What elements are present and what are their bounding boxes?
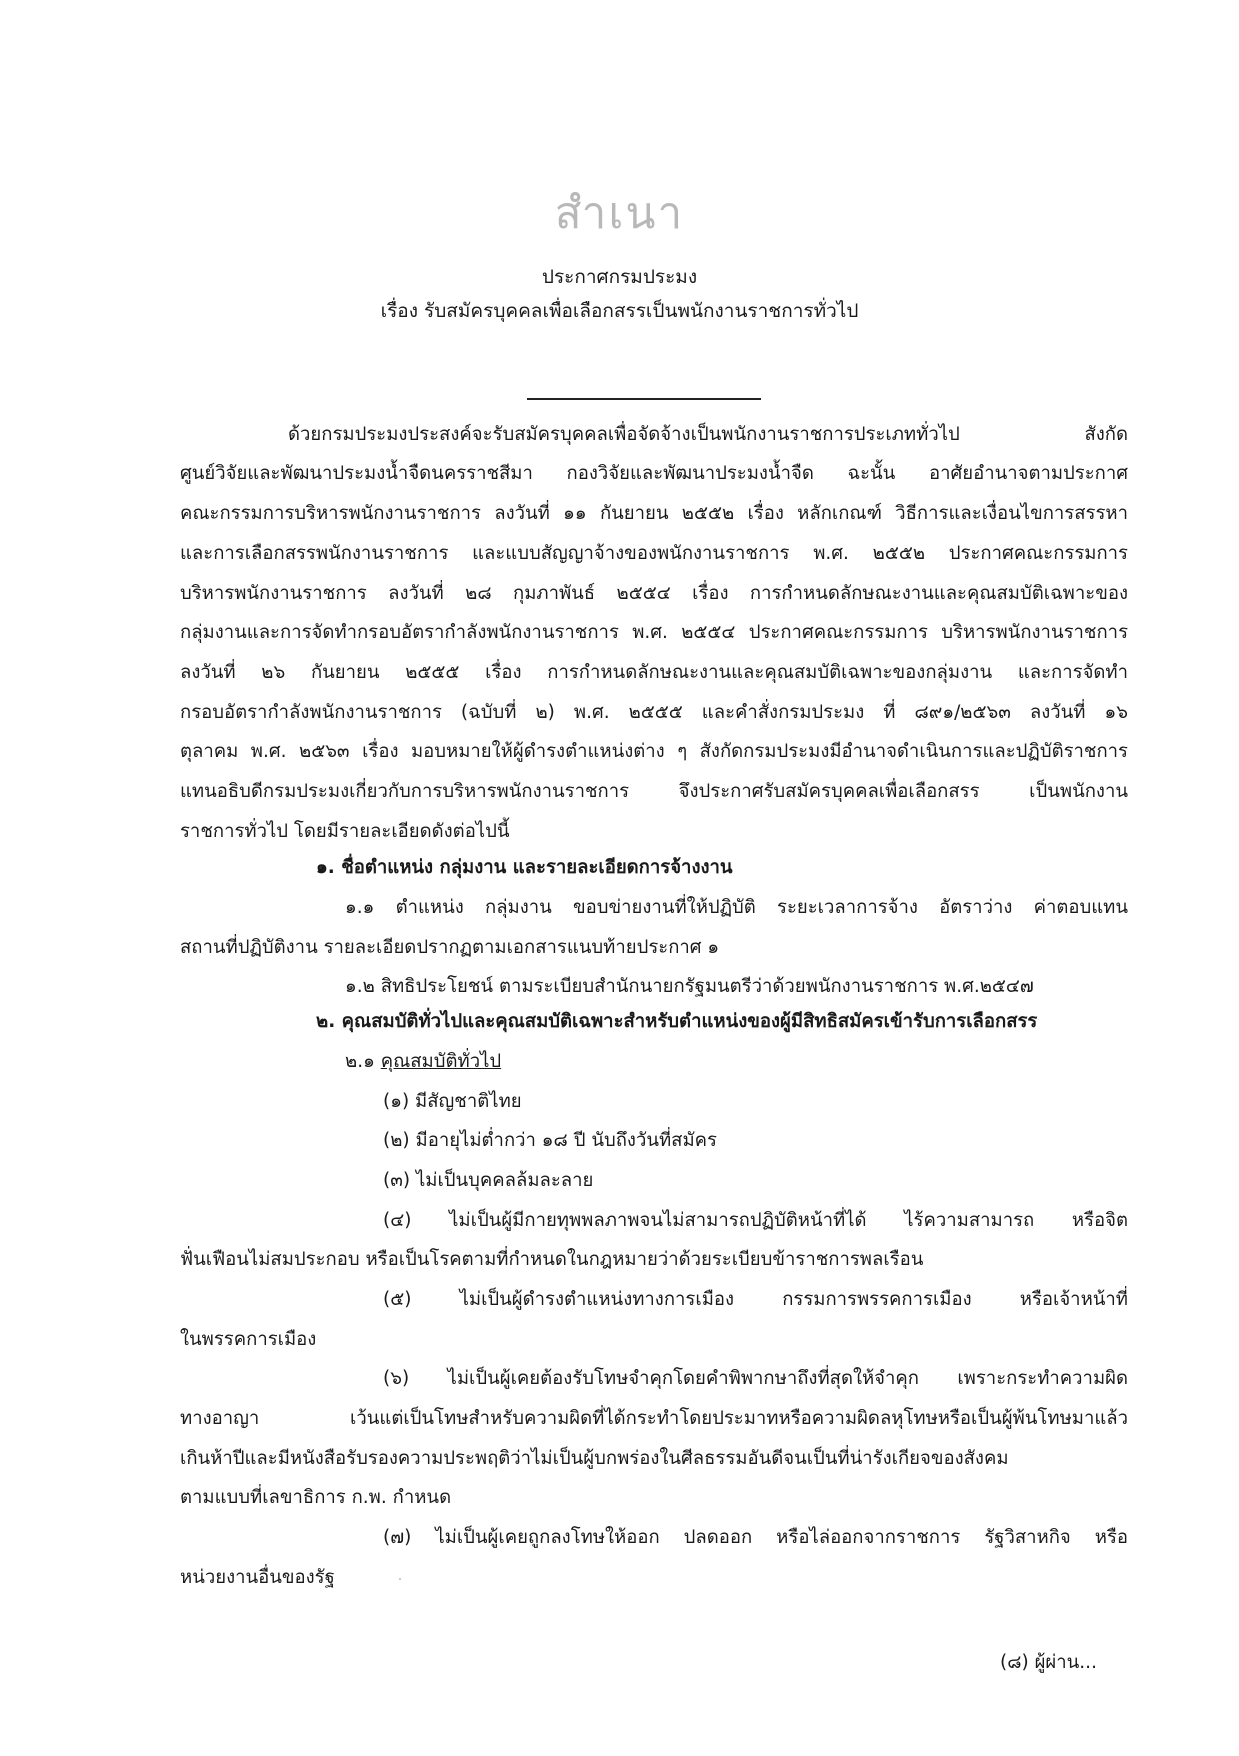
announcement-subject: เรื่อง รับสมัครบุคคลเพื่อเลือกสรรเป็นพนักงานราชการทั่วไป <box>380 300 859 322</box>
qualification-item: (๒) มีอายุไม่ต่ำกว่า ๑๘ ปี นับถึงวันที่สมัคร <box>383 1130 717 1151</box>
item-1-1-line: สถานที่ปฏิบัติงาน รายละเอียดปรากฏตามเอกสารแนบท้ายประกาศ ๑ <box>180 937 720 958</box>
preamble-line: ศูนย์วิจัยและพัฒนาประมงน้ำจืดนครราชสีมา กองวิจัยและพัฒนาประมงน้ำจืด ฉะนั้น อาศัยอำนาจตามประกาศ <box>180 463 1128 484</box>
subsection-2-1 <box>345 1048 501 1076</box>
qualification-item-cont: ทางอาญา เว้นแต่เป็นโทษสำหรับความผิดที่ได้กระทำโดยประมาทหรือความผิดลหุโทษหรือเป็นผู้พ้นโทษมาแล้ว <box>180 1408 1128 1429</box>
item-1-2: ๑.๒ สิทธิประโยชน์ ตามระเบียบสำนักนายกรัฐมนตรีว่าด้วยพนักงานราชการ พ.ศ.๒๕๔๗ <box>345 976 1034 997</box>
preamble-line: บริหารพนักงานราชการ ลงวันที่ ๒๘ กุมภาพันธ์ ๒๕๕๔ เรื่อง การกำหนดลักษณะงานและคุณสมบัติเฉพาะของ <box>180 583 1128 604</box>
preamble-line: คณะกรรมการบริหารพนักงานราชการ ลงวันที่ ๑๑ กันยายน ๒๕๕๒ เรื่อง หลักเกณฑ์ วิธีการและเงื่อนไขการสรรหา <box>180 503 1128 524</box>
preamble-line: แทนอธิบดีกรมประมงเกี่ยวกับการบริหารพนักงานราชการ จึงประกาศรับสมัครบุคคลเพื่อเลือกสรร เป็นพนักงาน <box>180 781 1128 802</box>
qualification-item: (๗) ไม่เป็นผู้เคยถูกลงโทษให้ออก ปลดออก หรือไล่ออกจากราชการ รัฐวิสาหกิจ หรือ <box>383 1527 1128 1548</box>
header-divider <box>527 398 761 400</box>
qualification-item: (๓) ไม่เป็นบุคคลล้มละลาย <box>383 1170 594 1191</box>
qualification-item: (๖) ไม่เป็นผู้เคยต้องรับโทษจำคุกโดยคำพิพากษาถึงที่สุดให้จำคุก เพราะกระทำความผิด <box>383 1368 1128 1389</box>
copy-stamp: สำเนา <box>554 188 685 239</box>
qualification-item-cont: หน่วยงานอื่นของรัฐ <box>180 1567 335 1588</box>
continuation-marker: (๘) ผู้ผ่าน... <box>1000 1652 1097 1673</box>
qualification-item: (๕) ไม่เป็นผู้ดำรงตำแหน่งทางการเมือง กรรมการพรรคการเมือง หรือเจ้าหน้าที่ <box>383 1289 1128 1310</box>
qualification-item-cont: ฟั่นเฟือนไม่สมประกอบ หรือเป็นโรคตามที่กำหนดในกฎหมายว่าด้วยระเบียบข้าราชการพลเรือน <box>180 1249 924 1270</box>
preamble-line: กรอบอัตรากำลังพนักงานราชการ (ฉบับที่ ๒) พ.ศ. ๒๕๕๕ และคำสั่งกรมประมง ที่ ๘๙๑/๒๕๖๓ ลงวันที่ ๑๖ <box>180 702 1128 723</box>
preamble-line: ด้วยกรมประมงประสงค์จะรับสมัครบุคคลเพื่อจัดจ้างเป็นพนักงานราชการประเภททั่วไป สังกัด <box>288 424 1128 445</box>
section-1-heading: ๑. ชื่อตำแหน่ง กลุ่มงาน และรายละเอียดการจ้างงาน <box>316 857 733 878</box>
item-1-1-line: ๑.๑ ตำแหน่ง กลุ่มงาน ขอบข่ายงานที่ให้ปฏิบัติ ระยะเวลาการจ้าง อัตราว่าง ค่าตอบแทน <box>345 897 1128 918</box>
scan-speck <box>399 1578 401 1580</box>
preamble-line: และการเลือกสรรพนักงานราชการ และแบบสัญญาจ้างของพนักงานราชการ พ.ศ. ๒๕๕๒ ประกาศคณะกรรมการ <box>180 543 1128 564</box>
section-2-heading: ๒. คุณสมบัติทั่วไปและคุณสมบัติเฉพาะสำหรับตำแหน่งของผู้มีสิทธิสมัครเข้ารับการเลือกสรร <box>316 1011 1038 1032</box>
qualification-item: (๔) ไม่เป็นผู้มีกายทุพพลภาพจนไม่สามารถปฏิบัติหน้าที่ได้ ไร้ความสามารถ หรือจิต <box>383 1210 1128 1231</box>
qualification-item: (๑) มีสัญชาติไทย <box>383 1091 522 1112</box>
preamble-line: กลุ่มงานและการจัดทำกรอบอัตรากำลังพนักงานราชการ พ.ศ. ๒๕๕๔ ประกาศคณะกรรมการ บริหารพนักงานราชการ <box>180 622 1128 643</box>
preamble-line: ราชการทั่วไป โดยมีรายละเอียดดังต่อไปนี้ <box>180 821 510 842</box>
announcement-org: ประกาศกรมประมง <box>541 266 698 288</box>
preamble-line: ตุลาคม พ.ศ. ๒๕๖๓ เรื่อง มอบหมายให้ผู้ดำรงตำแหน่งต่าง ๆ สังกัดกรมประมงมีอำนาจดำเนินการและปฏิบัติราชการ <box>180 741 1128 762</box>
qualification-item-cont: ในพรรคการเมือง <box>180 1329 317 1350</box>
qualification-item-cont: เกินห้าปีและมีหนังสือรับรองความประพฤติว่าไม่เป็นผู้บกพร่องในศีลธรรมอันดีจนเป็นที่น่ารังเกียจของสังคม <box>180 1448 1009 1469</box>
qualification-item-cont: ตามแบบที่เลขาธิการ ก.พ. กำหนด <box>180 1487 452 1508</box>
subsection-title: คุณสมบัติทั่วไป <box>380 1051 502 1072</box>
subsection-number: ๒.๑ <box>345 1051 375 1072</box>
preamble-line: ลงวันที่ ๒๖ กันยายน ๒๕๕๕ เรื่อง การกำหนดลักษณะงานและคุณสมบัติเฉพาะของกลุ่มงาน และการจัดทำ <box>180 662 1128 683</box>
